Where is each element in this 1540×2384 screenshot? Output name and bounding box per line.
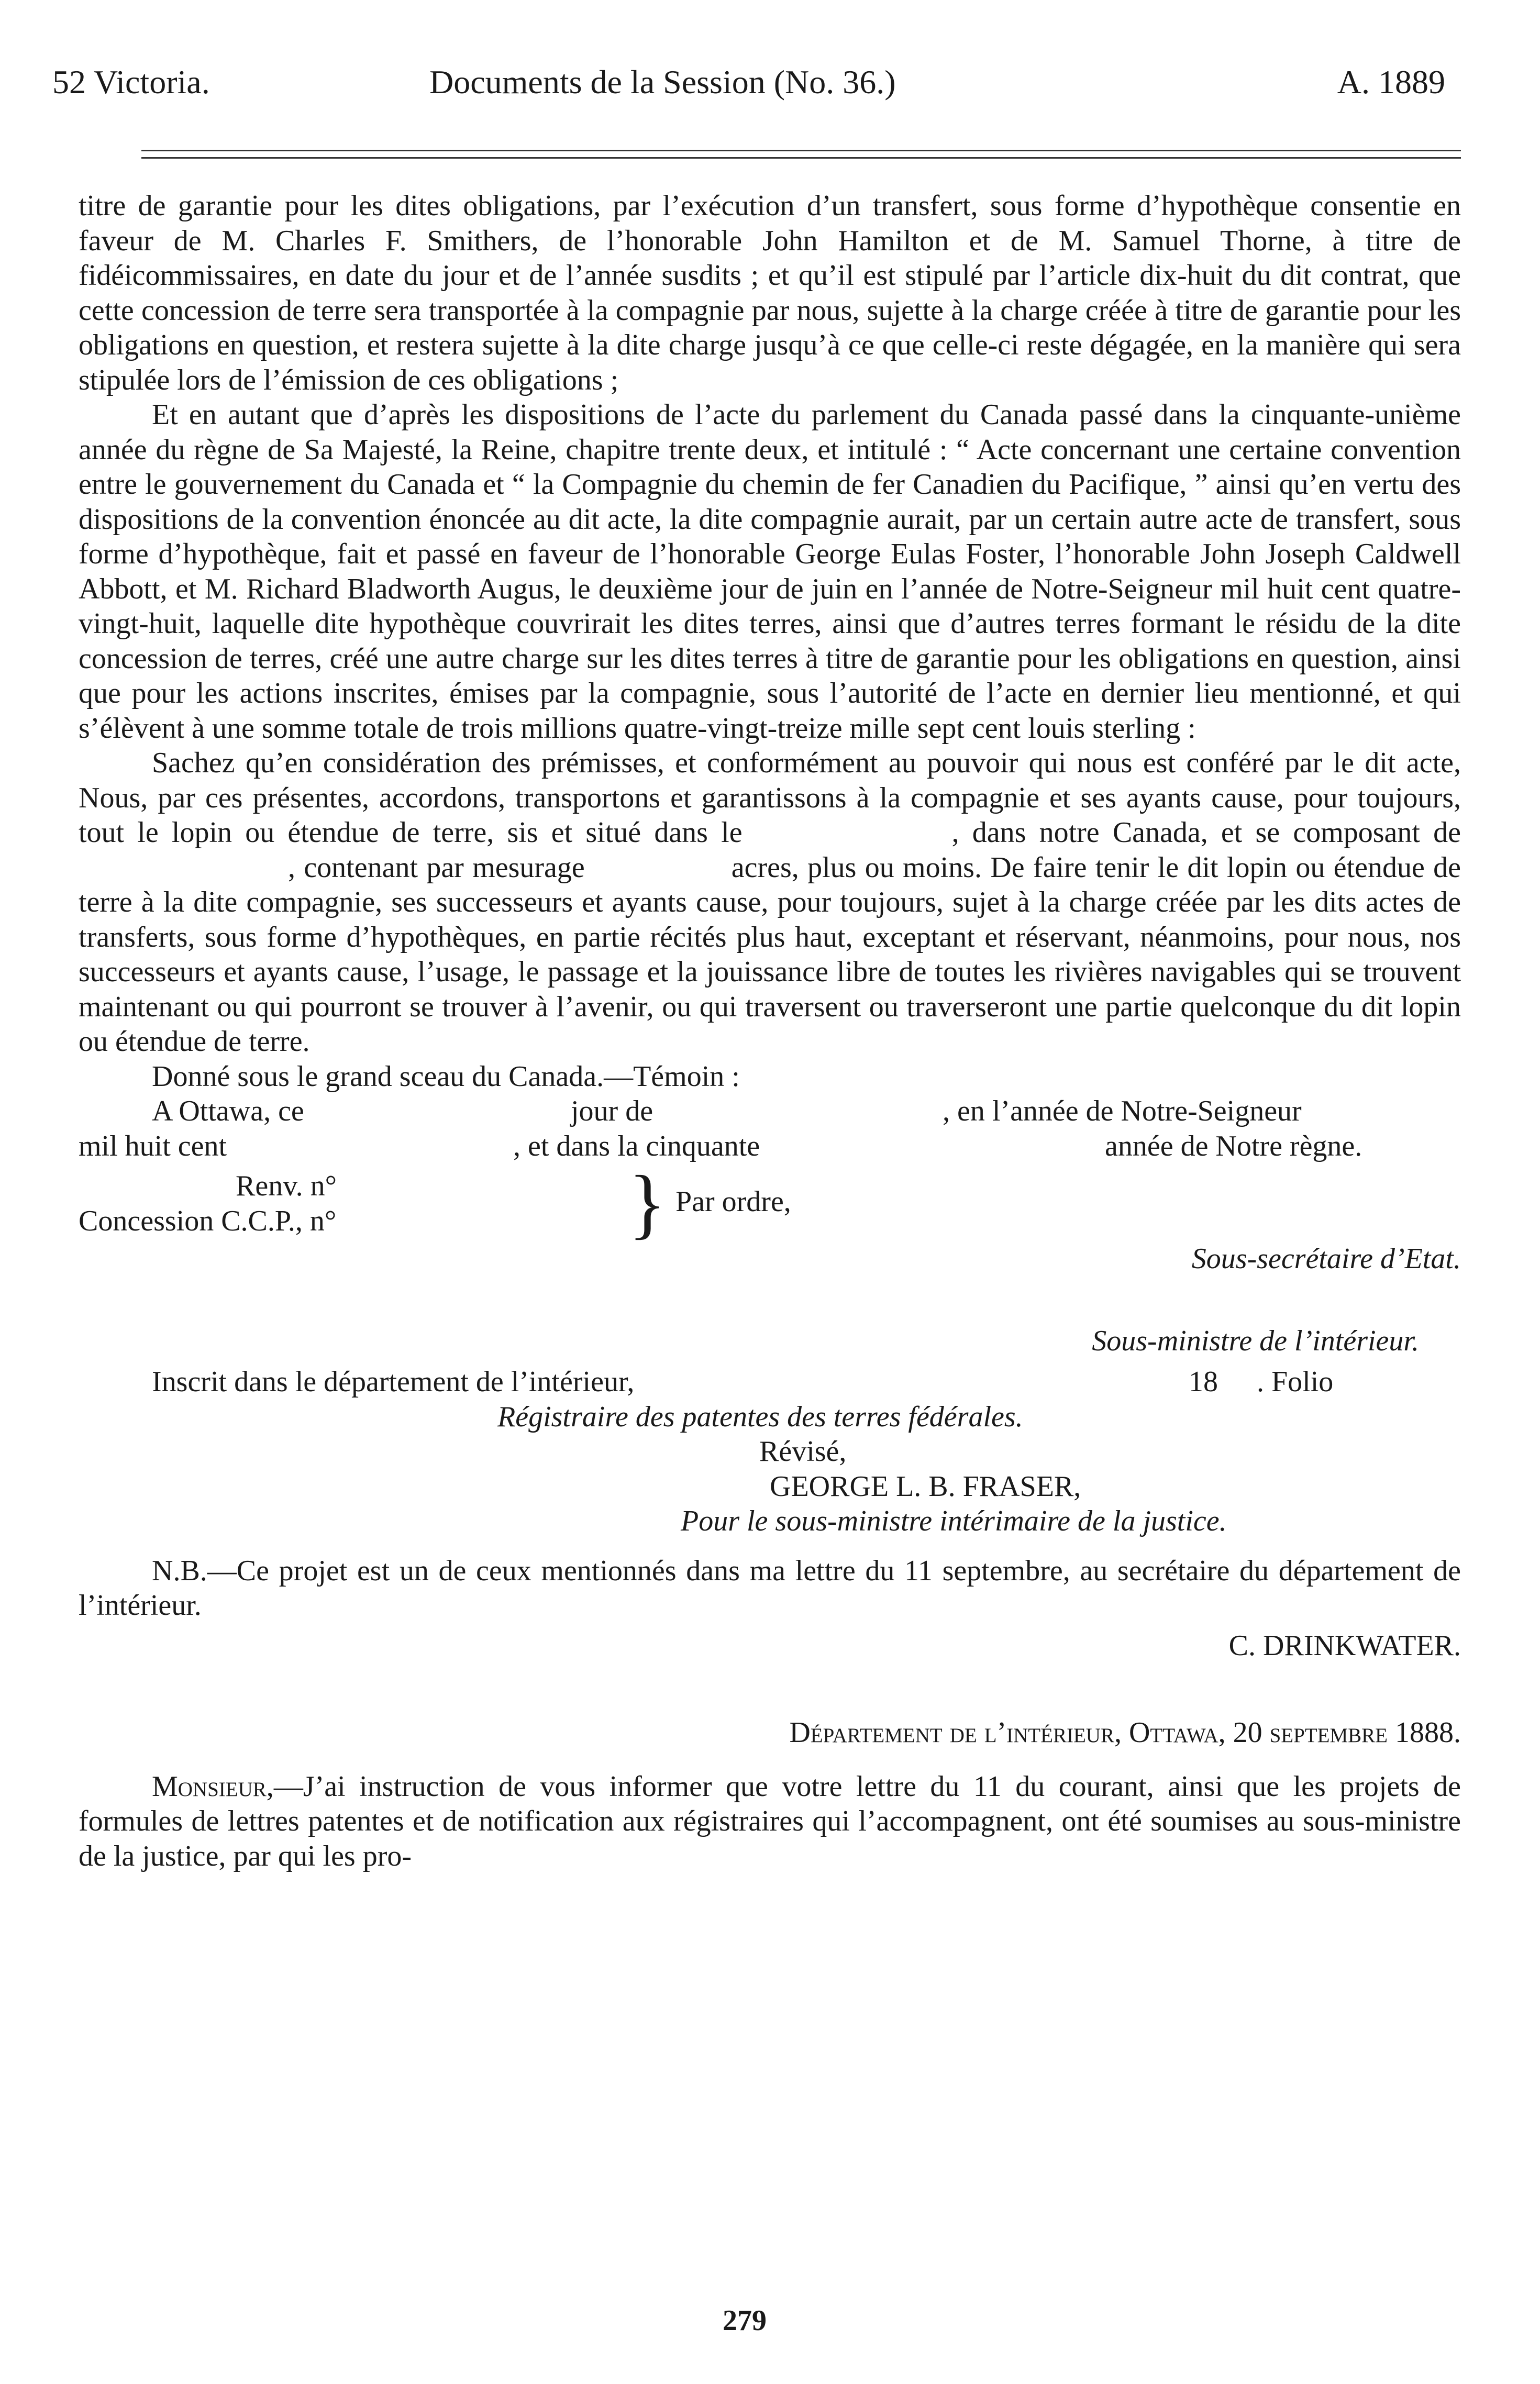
running-header [52, 63, 1445, 131]
dated-reign: , et dans la cinquante [513, 1129, 760, 1162]
header-year: A. 1889 [1337, 63, 1445, 101]
letter-dateline: Département de l’intérieur, Ottawa, 20 septembre 1888. [789, 1716, 1461, 1749]
revise-line [79, 1434, 1461, 1469]
drinkwater-name: C. DRINKWATER. [1228, 1629, 1461, 1662]
dated-year: mil huit cent [79, 1129, 227, 1162]
grant-text-a: Sachez qu’en considération des prémisses, et conformément au pouvoir qui nous est conféré par le dit acte, Nous, par ces présentes, accordons, transportons et garantissons à la compagnie et ses ayants cause, pour toujours, tout le lopin ou étendue de terre, sis et situé dans le [79, 747, 1461, 849]
dated-reign-suffix: année de Notre règne. [1105, 1129, 1362, 1162]
brace-symbol: } [628, 1160, 666, 1247]
header-rule-bottom [141, 157, 1461, 159]
grant-text-c: , contenant par mesurage [288, 851, 585, 884]
inscrit-text: Inscrit dans le département de l’intérieur, [152, 1366, 635, 1398]
paragraph-grant [79, 746, 1461, 1059]
registraire-line [79, 1400, 1461, 1435]
dated-line-2 [79, 1129, 1461, 1164]
inscrit-folio: . Folio [1257, 1366, 1334, 1398]
paragraph-whereas: Et en autant que d’après les dispositions de l’acte du parlement du Canada passé dans la cinquante-unième année du règne de Sa Majesté, la Reine, chapitre trente deux, et intitulé : “ Acte concernant une certaine convention entre le gouvernement du Canada et “ la Compagnie du chemin de fer Canadien du Pacifique, ” ainsi qu’en vertu des dispositions de la convention énoncée au dit acte, la dite compagnie aurait, par un certain autre acte de transfert, sous forme d’hypothèque, fait et passé en faveur de l’honorable George Eulas Foster, l’honorable John Joseph Caldwell Abbott, et M. Richard Bladworth Augus, le deuxième jour de juin en l’année de Notre-Seigneur mil huit cent quatre-vingt-huit, laquelle dite hypothèque couvrirait les dites terres, ainsi que d’autres terres formant le résidu de la dite concession de terres, créé une autre charge sur les dites terres à titre de garantie pour les obligations en question, ainsi que pour les actions inscrites, émises par la compagnie, sous l’autorité de l’acte en dernier lieu mentionné, et qui s’élèvent à une somme totale de trois millions quatre-vingt-treize mille sept cent louis sterling : [79, 398, 1461, 745]
document-body [79, 188, 1461, 1873]
nb-note: N.B.—Ce projet est un de ceux mentionnés dans ma lettre du 11 septembre, au secrétaire du département de l’intérieur. [79, 1554, 1461, 1622]
paragraph-given: Donné sous le grand sceau du Canada.—Témoin : [152, 1060, 740, 1093]
dated-place: A Ottawa, ce [152, 1095, 304, 1127]
revise-label: Révisé, [759, 1435, 847, 1468]
letter-body [79, 1769, 1461, 1874]
inscrit-line [79, 1365, 1461, 1400]
letter-salutation: Monsieur, [152, 1770, 274, 1803]
sous-ministre-line [79, 1324, 1461, 1359]
header-rule-top [141, 150, 1461, 151]
concession-label: Concession C.C.P., n° [79, 1204, 337, 1237]
inscrit-year: 18 [1189, 1366, 1218, 1398]
dated-line-1 [79, 1094, 1461, 1129]
renv-label: Renv. n° [236, 1170, 337, 1202]
header-session: 52 Victoria. [52, 63, 210, 101]
paragraph-guarantee: titre de garantie pour les dites obligations, par l’exécution d’un transfert, sous forme d’hypothèque consentie en faveur de M. Charles F. Smithers, de l’honorable John Hamilton et de M. Samuel Thorne, à titre de fidéicommissaires, en date du jour et de l’année susdits ; et qu’il est stipulé par l’article dix-huit du dit contrat, que cette concession de terre sera transportée à la compagnie par nous, sujette à la charge créée à titre de garantie pour les obligations en question, et restera sujette à la dite charge jusqu’à ce que celle-ci reste dégagée, en la manière qui sera stipulée lors de l’émission de ces obligations ; [79, 190, 1461, 396]
dated-day: jour de [571, 1095, 653, 1127]
fraser-name: GEORGE L. B. FRASER, [770, 1470, 1081, 1503]
letter-text: —J’ai instruction de vous informer que votre lettre du 11 du courant, ainsi que les projets de formules de lettres patentes et de notification aux régistraires qui l’accompagnent, ont été soumises au sous-ministre de la justice, par qui les pro- [79, 1770, 1461, 1872]
dated-year-prefix: , en l’année de Notre-Seigneur [943, 1095, 1302, 1127]
sous-secretaire-title: Sous-secrétaire d’Etat. [1191, 1243, 1461, 1275]
header-document-title: Documents de la Session (No. 36.) [429, 63, 896, 101]
concession-line [79, 1204, 1461, 1239]
par-ordre: Par ordre, [675, 1185, 791, 1218]
grant-text-d: acres, plus ou moins. De faire tenir le dit lopin ou étendue de terre à la dite compagnie, ses successeurs et ayants cause, pour toujours, sujet à la charge créée par les dits actes de transferts, sous forme d’hypothèques, en partie récités plus haut, exceptant et réservant, néanmoins, pour nous, nos successeurs et ayants cause, l’usage, le passage et la jouissance libre de toutes les rivières navigables qui se trouvent maintenant ou qui pourront se trouver à l’avenir, ou qui traversent ou traverseront une partie quelconque du dit lopin ou étendue de terre. [79, 851, 1461, 1058]
pour-line [79, 1504, 1461, 1539]
sous-secretaire-line [79, 1241, 1461, 1277]
dateline-row [79, 1715, 1461, 1750]
fraser-line [79, 1469, 1461, 1504]
registraire-title: Régistraire des patentes des terres fédérales. [497, 1400, 1023, 1433]
drinkwater-line [79, 1628, 1461, 1664]
pour-title: Pour le sous-ministre intérimaire de la justice. [681, 1505, 1227, 1537]
sous-ministre-title: Sous-ministre de l’intérieur. [1092, 1324, 1419, 1357]
page-number: 279 [723, 2304, 767, 2337]
grant-text-b: , dans notre Canada, et se composant de [951, 816, 1461, 849]
